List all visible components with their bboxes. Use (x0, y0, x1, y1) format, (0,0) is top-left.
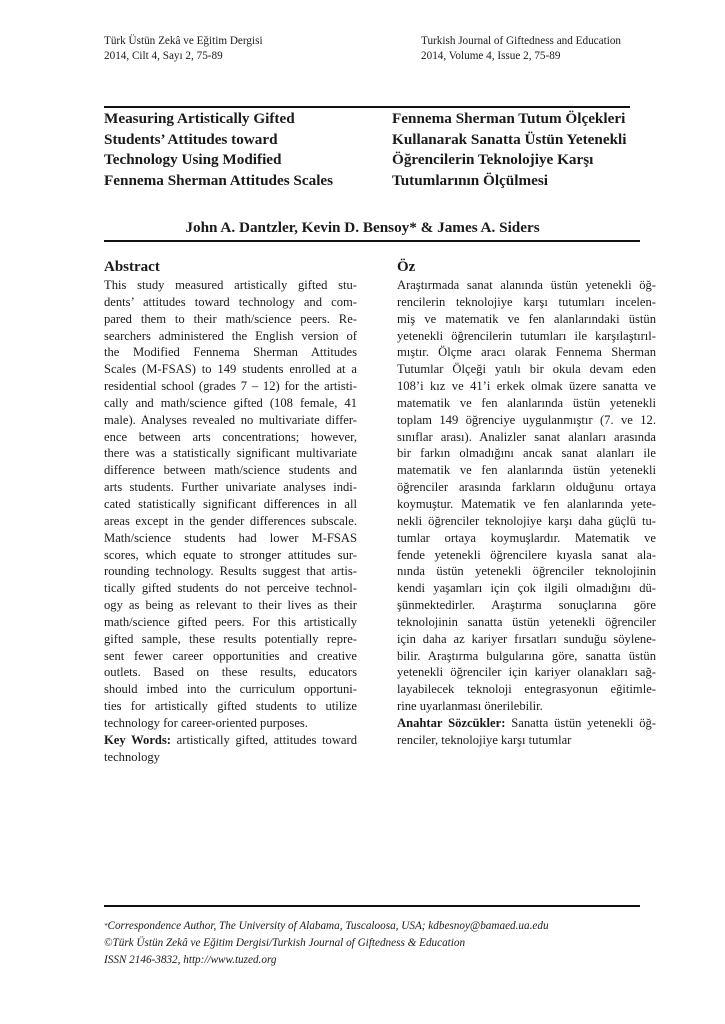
keywords-text: Sanatta üstün yetenekli öğ- (505, 715, 656, 730)
keywords-turkish (397, 715, 656, 749)
oz-line: rencilerin teknolojiye karşı tutumları incelen- (397, 294, 656, 309)
title-line: Fennema Sherman Attitudes Scales (104, 171, 334, 189)
journal-name-english: Turkish Journal of Giftedness and Education (421, 35, 622, 47)
footnote-rule (104, 905, 640, 907)
oz-line: kendi yaşamları için çok ilgili olmadığını dü- (397, 581, 656, 596)
abstract-turkish (397, 258, 656, 749)
issue-info-english: 2014, Volume 4, Issue 2, 75-89 (421, 50, 561, 62)
oz-heading: Öz (397, 259, 416, 275)
oz-line: 108’i kız ve 41’i erkek olmak üzere sanatta ve (397, 379, 656, 394)
oz-body (397, 277, 656, 715)
abstract-line: difference between math/science students and (104, 463, 357, 478)
abstract-line: ogy as being as relevant to their lives as their (104, 598, 357, 613)
title-line: Students’ Attitudes toward (104, 130, 278, 148)
abstract-line: cally and math/science gifted (108 female, 41 (104, 395, 357, 410)
oz-line: yetenekli öğrenciler için kariyer olanakları sağ- (397, 665, 656, 680)
keywords-label: Anahtar Sözcükler: (397, 715, 506, 730)
title-line: Öğrencilerin Teknolojiye Karşı (392, 151, 594, 168)
abstract-line: there was a statistically significant multivariate (104, 446, 357, 461)
oz-line: Araştırmada sanat alanında üstün yetenekli öğ- (397, 278, 656, 292)
issn-note: ISSN 2146-3832, http://www.tuzed.org (104, 953, 277, 966)
abstract-line: arts students. Further univariate analyses indi- (104, 480, 357, 495)
abstract-line: sent fewer career opportunities and creative (104, 648, 357, 663)
title-top-rule (104, 106, 630, 108)
abstract-line: dents’ attitudes toward technology and com- (104, 294, 357, 309)
oz-line: bilir. Araştırma bulgularına göre, sanatta üstün (397, 648, 656, 663)
abstract-line: technology for career-oriented purposes. (104, 715, 308, 730)
abstract-line: tically gifted students do not perceive technol- (104, 581, 357, 596)
keywords-label: Key Words: (104, 732, 172, 747)
oz-line: sınıflar arası). Analizler sanat alanları arasında (397, 429, 656, 444)
title-line: Kullanarak Sanatta Üstün Yetenekli (392, 130, 627, 148)
abstract-line: cated statistically significant differences in all (104, 496, 357, 511)
oz-line: tumlar ortaya koymuşlardır. Matematik ve (397, 530, 656, 545)
abstract-line: the Modified Fennema Sherman Attitudes (104, 345, 357, 360)
abstract-body (104, 277, 357, 732)
oz-line: mıştır. Ölçme aracı olarak Fennema Sherman (397, 345, 656, 360)
abstract-line: This study measured artistically gifted stu- (104, 278, 357, 292)
keywords-line (397, 715, 656, 732)
oz-line: rine uyarlanması önerilebilir. (397, 699, 543, 714)
abstract-line: ties for artistically gifted students to utilize (104, 699, 357, 714)
oz-line: nekli öğrenciler teknolojiye karşı daha güçlü tu- (397, 513, 656, 528)
oz-line: fende yetenekli öğrencilere kıyasla sanat ala- (397, 547, 656, 562)
issue-info-turkish: 2014, Cilt 4, Sayı 2, 75-89 (104, 50, 223, 62)
keywords-line (104, 732, 357, 749)
abstract-line: scores, which equate to stronger attitudes sur- (104, 547, 357, 562)
oz-line: yetenekli öğrencilerin tutumları ile karşılaştırıl- (397, 328, 656, 343)
keywords-line: technology (104, 749, 160, 764)
author-list: John A. Dantzler, Kevin D. Bensoy* & James A. Siders (185, 219, 540, 236)
footnote-marker: * (104, 922, 108, 930)
abstract-line: Scales (M-FSAS) to 149 students enrolled at a (104, 362, 357, 377)
journal-name-turkish: Türk Üstün Zekâ ve Eğitim Dergisi (104, 35, 263, 47)
oz-line: matematik ve fen alanlarında üstün yetenekli (397, 463, 656, 478)
oz-line: layabilecek teknoloji entegrasyonun eğitimle- (397, 682, 656, 697)
keywords-english (104, 732, 357, 766)
abstract-line: areas except in the gender differences subscale. (104, 513, 357, 528)
authors-bottom-rule (104, 240, 640, 242)
keywords-text: artistically gifted, attitudes toward (171, 732, 357, 747)
correspondence-text: Correspondence Author, The University of Alabama, Tuscaloosa, USA; kdbesnoy@bamaed.ua.edu (107, 920, 549, 932)
abstract-line: male). Analyses revealed no multivariate differ- (104, 412, 357, 427)
abstract-line: ence between arts concentrations; however, (104, 429, 357, 444)
oz-line: bir farkın olmadığını ancak sanat alanları ile (397, 446, 656, 461)
abstract-line: searchers administered the English version of (104, 328, 357, 343)
abstract-heading: Abstract (104, 259, 160, 275)
abstract-line: pared them to their math/science peers. Re- (104, 311, 357, 326)
oz-line: miş ve matematik ve fen alanlarındaki üstün (397, 311, 656, 326)
title-turkish (392, 109, 626, 191)
keywords-line: renciler, teknolojiye karşı tutumlar (397, 732, 572, 747)
abstract-line: residential school (grades 7 – 12) for the artisti- (104, 379, 357, 394)
oz-line: teknolojinin sanatta üstün yetenekli öğrenciler (397, 614, 656, 629)
title-line: Technology Using Modified (104, 151, 282, 168)
title-line: Fennema Sherman Tutum Ölçekleri (392, 110, 626, 127)
abstract-english (104, 258, 357, 765)
abstract-line: outlets. Based on these results, educators (104, 665, 357, 680)
footnotes (104, 918, 549, 968)
correspondence-note (104, 918, 549, 935)
title-line: Measuring Artistically Gifted (104, 110, 295, 127)
abstract-line: Math/science students had lower M-FSAS (104, 530, 357, 545)
oz-line: matematik ve fen alanlarında üstün yetenekli (397, 395, 656, 410)
oz-line: toplam 149 öğrenciye uygulanmıştır (7. ve 12. (397, 412, 656, 427)
copyright-note: ©Türk Üstün Zekâ ve Eğitim Dergisi/Turkish Journal of Giftedness & Education (104, 936, 466, 949)
abstract-line: gifted sample, these results potentially repre- (104, 631, 357, 646)
title-line: Tutumlarının Ölçülmesi (392, 171, 548, 189)
oz-line: Tutumlar Ölçeği yatılı bir okula devam eden (397, 362, 656, 377)
abstract-line: math/science gifted peers. For this artistically (104, 614, 357, 629)
oz-line: koymuştur. Matematik ve fen alanlarında yete- (397, 496, 656, 511)
abstract-line: should imbed into the curriculum opportuni- (104, 682, 357, 697)
running-header-right (421, 34, 621, 64)
running-header-left (104, 34, 263, 64)
oz-line: nında üstün yetenekli öğrenciler teknolojinin (397, 564, 656, 579)
title-english (104, 109, 333, 191)
oz-line: şünmektedirler. Araştırma sonuçlarına göre (397, 598, 656, 613)
abstract-line: rounding technology. Results suggest that artis- (104, 564, 357, 579)
oz-line: öğrenciler arasında farkların olduğunu ortaya (397, 480, 656, 495)
oz-line: için daha az kariyer fırsatları sunduğu söylene- (397, 631, 656, 646)
